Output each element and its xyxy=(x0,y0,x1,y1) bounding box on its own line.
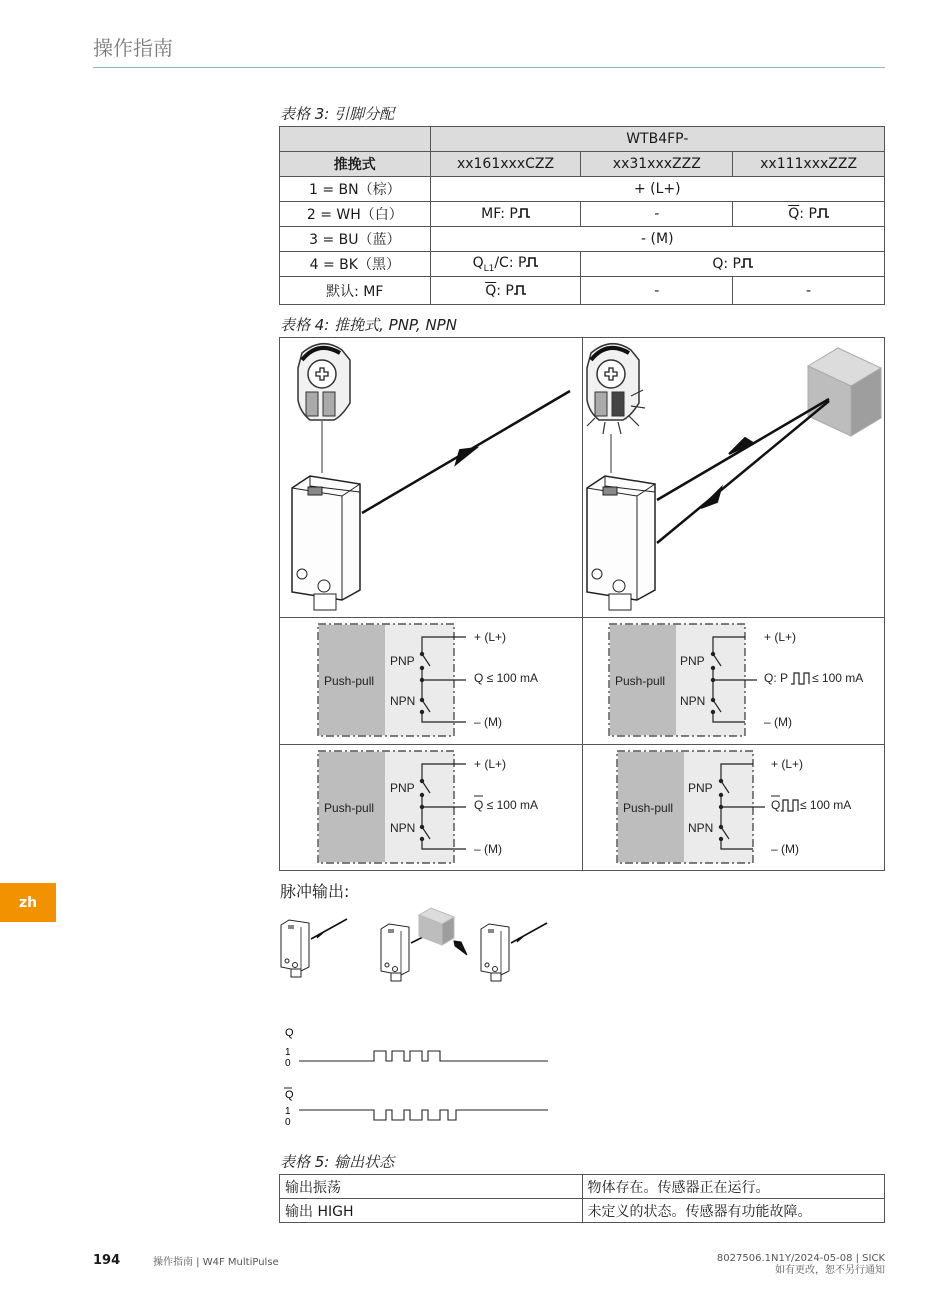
qbar-signal-label: Q xyxy=(285,1089,294,1101)
target-object-icon xyxy=(808,348,881,436)
pin-cell: 默认: MF xyxy=(280,277,431,305)
output-label: Q ≤ 100 mA xyxy=(474,671,538,685)
push-pull-figure xyxy=(279,337,885,871)
supply-plus-label: + (L+) xyxy=(474,757,507,771)
npn-label: NPN xyxy=(390,821,416,835)
value-cell: - xyxy=(581,202,733,227)
sensor-icon xyxy=(481,924,509,981)
sensor-icon xyxy=(281,920,309,977)
photoelectric-sensor-icon xyxy=(292,476,360,610)
circuit-box-label: Push-pull xyxy=(615,674,666,688)
header-divider xyxy=(93,67,885,68)
status-cell: 输出 HIGH xyxy=(280,1199,583,1223)
col-header: xx31xxxZZZ xyxy=(581,152,733,177)
status-cell: 输出振荡 xyxy=(280,1175,583,1199)
supply-plus-label: + (L+) xyxy=(474,630,507,644)
supply-minus-label: – (M) xyxy=(474,715,502,729)
pulse-icon xyxy=(514,284,526,295)
table-row xyxy=(280,177,885,202)
value-cell: $\overline{Q}$: P xyxy=(733,202,885,227)
npn-label: NPN xyxy=(688,821,714,835)
table-corner-cell xyxy=(280,127,431,152)
pnp-label: PNP xyxy=(390,781,415,795)
adjust-knob-icon xyxy=(587,344,639,420)
push-pull-circuit-q-pulse xyxy=(583,618,885,744)
npn-label: NPN xyxy=(680,694,706,708)
circuit-box-label: Push-pull xyxy=(324,801,375,815)
photoelectric-sensor-icon xyxy=(587,476,655,610)
sensor-icon xyxy=(381,924,409,981)
beam-arrow-icon xyxy=(456,448,476,464)
merged-cell: - (M) xyxy=(430,227,884,252)
pin-cell: 2 = WH（白） xyxy=(280,202,431,227)
table-row xyxy=(280,202,885,227)
pin-cell: 4 = BK（黑） xyxy=(280,252,431,277)
pnp-label: PNP xyxy=(390,654,415,668)
value-cell: - xyxy=(733,277,885,305)
output-label: Q ≤ 100 mA xyxy=(474,798,538,812)
pin-cell: 1 = BN（棕） xyxy=(280,177,431,202)
col-header-pin: 推挽式 xyxy=(280,152,431,177)
footer-document-id: 8027506.1N1Y/2024-05-08 | SICK 如有更改，恕不另行通知 xyxy=(716,1253,885,1276)
pin-assignment-table xyxy=(279,126,885,305)
value-cell: $Q_{L1}/C$: P xyxy=(430,252,581,277)
output-limit-label: ≤ 100 mA xyxy=(800,798,852,812)
push-pull-circuit-qbar xyxy=(280,745,582,871)
circuit-box-label: Push-pull xyxy=(623,801,674,815)
pulse-icon xyxy=(518,207,530,218)
pulse-icon xyxy=(781,800,798,811)
output-label: Q: P xyxy=(764,671,789,685)
pulse-sequence-illustration xyxy=(279,905,559,987)
pulse-icon xyxy=(791,673,809,684)
group-header: WTB4FP- xyxy=(430,127,884,152)
col-header: xx111xxxZZZ xyxy=(733,152,885,177)
circuit-box-label: Push-pull xyxy=(324,674,375,688)
col-header: xx161xxxCZZ xyxy=(430,152,581,177)
supply-plus-label: + (L+) xyxy=(764,630,797,644)
q-waveform xyxy=(299,1051,548,1061)
pulse-icon xyxy=(741,257,753,268)
level-low-label: 0 xyxy=(285,1058,291,1069)
table-row xyxy=(280,252,885,277)
level-high-label: 1 xyxy=(285,1047,291,1058)
pulse-timing-diagram xyxy=(279,1022,559,1132)
beam-arrow-icon xyxy=(701,488,721,508)
push-pull-circuit-qbar-pulse xyxy=(583,745,885,871)
pulse-icon xyxy=(817,207,829,218)
pnp-label: PNP xyxy=(688,781,713,795)
table4-caption: 表格 4: 推挽式, PNP, NPN xyxy=(280,316,457,334)
language-tab[interactable]: zh xyxy=(0,883,56,922)
push-pull-circuit-q xyxy=(280,618,582,744)
level-high-label: 1 xyxy=(285,1106,291,1117)
value-cell: MF: P xyxy=(430,202,581,227)
table-row xyxy=(280,277,885,305)
pulse-output-title: 脉冲输出: xyxy=(280,882,350,901)
value-cell: - xyxy=(581,277,733,305)
adjust-knob-icon xyxy=(298,344,350,420)
output-status-table xyxy=(279,1174,885,1223)
table-row xyxy=(280,1199,885,1223)
sensor-object-detected-illustration xyxy=(583,338,885,617)
supply-minus-label: – (M) xyxy=(771,842,799,856)
pnp-label: PNP xyxy=(680,654,705,668)
merged-cell: Q: P xyxy=(581,252,885,277)
pulse-icon xyxy=(526,256,538,267)
level-low-label: 0 xyxy=(285,1117,291,1128)
footer-document-name: 操作指南 | W4F MultiPulse xyxy=(153,1257,279,1268)
output-label: Q xyxy=(771,798,781,812)
supply-plus-label: + (L+) xyxy=(771,757,804,771)
page-header-title: 操作指南 xyxy=(93,36,173,60)
table3-caption: 表格 3: 引脚分配 xyxy=(280,105,395,123)
value-cell: $\overline{Q}$: P xyxy=(430,277,581,305)
table-row xyxy=(280,1175,885,1199)
table5-caption: 表格 5: 输出状态 xyxy=(280,1153,395,1171)
sensor-no-object-illustration xyxy=(280,338,582,617)
supply-minus-label: – (M) xyxy=(474,842,502,856)
table-row xyxy=(280,227,885,252)
status-description-cell: 未定义的状态。传感器有功能故障。 xyxy=(582,1199,885,1223)
target-object-icon xyxy=(419,908,454,945)
qbar-waveform xyxy=(299,1110,548,1120)
status-description-cell: 物体存在。传感器正在运行。 xyxy=(582,1175,885,1199)
q-signal-label: Q xyxy=(285,1027,294,1039)
merged-cell: + (L+) xyxy=(430,177,884,202)
supply-minus-label: – (M) xyxy=(764,715,792,729)
movement-arrow-icon xyxy=(454,941,467,955)
page-number: 194 xyxy=(93,1253,121,1268)
pin-cell: 3 = BU（蓝） xyxy=(280,227,431,252)
npn-label: NPN xyxy=(390,694,416,708)
output-limit-label: ≤ 100 mA xyxy=(812,671,864,685)
